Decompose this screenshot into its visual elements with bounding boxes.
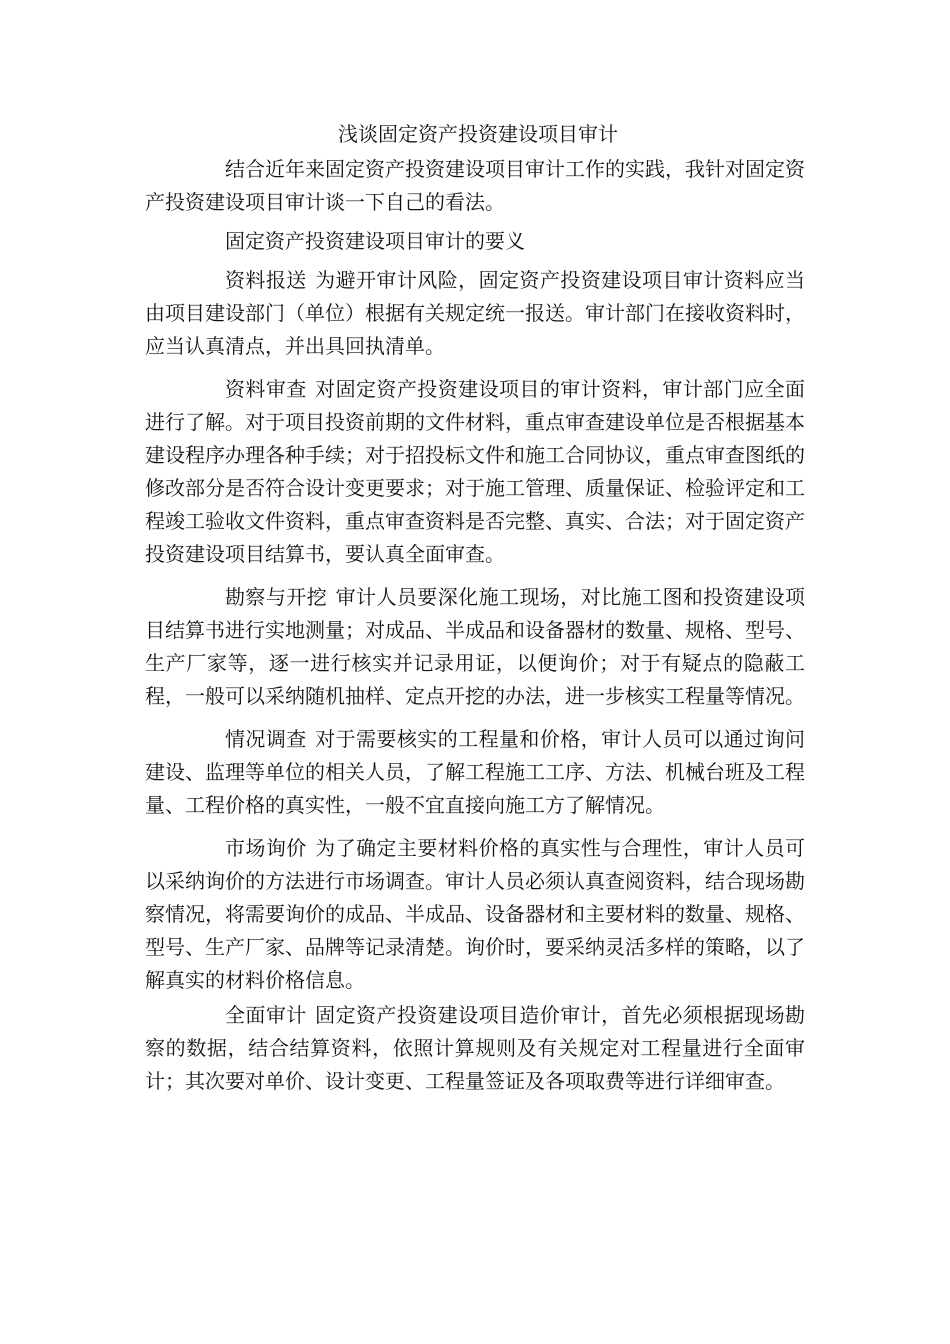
paragraph-materials-review: [145, 373, 805, 571]
paragraph-full-audit: [145, 999, 805, 1098]
paragraph-text: 固定资产投资建设项目造价审计，首先必须根据现场勘察的数据，结合结算资料，依照计算规则及有关规定对工程量进行全面审计；其次要对单价、设计变更、工程量签证及各项取费等进行详细审查。: [145, 1003, 806, 1093]
paragraph-market-inquiry: [145, 832, 805, 997]
paragraph-text: 对固定资产投资建设项目的审计资料，审计部门应全面进行了解。对于项目投资前期的文件材料，重点审查建设单位是否根据基本建设程序办理各种手续；对于招投标文件和施工合同协议，重点审查图纸的修改部分是否符合设计变更要求；对于施工管理、质量保证、检验评定和工程竣工验收文件资料，重点审查资料是否完整、真实、合法；对于固定资产投资建设项目结算书，要认真全面审查。: [145, 377, 806, 566]
paragraph-text: 结合近年来固定资产投资建设项目审计工作的实践，我针对固定资产投资建设项目审计谈一下自己的看法。: [145, 157, 805, 214]
paragraph-investigation: [145, 723, 805, 822]
document-body: [145, 118, 805, 1098]
paragraph-heading: 勘察与开挖: [225, 585, 328, 609]
paragraph-text: 对于需要核实的工程量和价格，审计人员可以通过询问建设、监理等单位的相关人员，了解工程施工工序、方法、机械台班及工程量、工程价格的真实性，一般不宜直接向施工方了解情况。: [145, 727, 806, 817]
paragraph-text: 审计人员要深化施工现场，对比施工图和投资建设项目结算书进行实地测量；对成品、半成品和设备器材的数量、规格、型号、生产厂家等，逐一进行核实并记录用证，以便询价；对于有疑点的隐蔽工程，一般可以采纳随机抽样、定点开挖的办法，进一步核实工程量等情况。: [145, 585, 806, 708]
paragraph-heading: 市场询价: [225, 836, 307, 860]
paragraph-heading: 资料报送: [225, 268, 307, 292]
paragraph-materials-submission: [145, 264, 805, 363]
document-title: 浅谈固定资产投资建设项目审计: [338, 122, 618, 146]
paragraph-heading: 全面审计: [225, 1003, 307, 1027]
paragraph-text: 为避开审计风险，固定资产投资建设项目审计资料应当由项目建设部门（单位）根据有关规定统一报送。审计部门在接收资料时，应当认真清点，并出具回执清单。: [145, 268, 806, 358]
paragraph-text: 为了确定主要材料价格的真实性与合理性，审计人员可以采纳询价的方法进行市场调查。审计人员必须认真查阅资料，结合现场勘察情况，将需要询价的成品、半成品、设备器材和主要材料的数量、规格、型号、生产厂家、品牌等记录清楚。询价时，要采纳灵活多样的策略，以了解真实的材料价格信息。: [145, 836, 806, 992]
paragraph-survey-excavation: [145, 581, 805, 713]
section-heading-text: 固定资产投资建设项目审计的要义: [225, 229, 525, 253]
paragraph-heading: 情况调查: [225, 727, 307, 751]
paragraph-intro: [145, 153, 805, 219]
section-heading: [145, 225, 805, 258]
paragraph-heading: 资料审查: [225, 377, 307, 401]
